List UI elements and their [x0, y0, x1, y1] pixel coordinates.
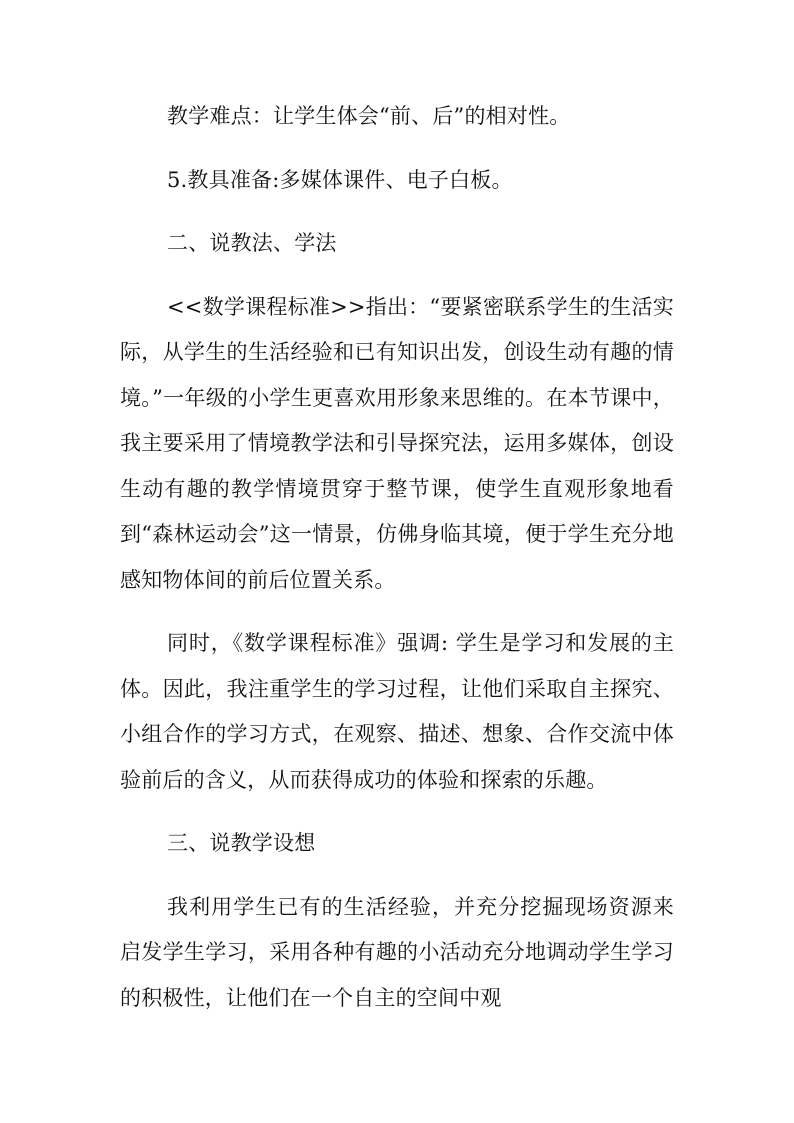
teaching-idea-heading: 三、说教学设想 — [167, 831, 316, 855]
curriculum-standard-paragraph: <<数学课程标准>>指出：“要紧密联系学生的生活实际，从学生的生活经验和已有知识出发，创设生动有趣的情境。”一年级的小学生更喜欢用形象来思维的。在本节课中，我主要采用了情境教学法和引导探究法，运用多媒体，创设生动有趣的教学情境贯穿于整节课，使学生直观形象地看到“森林运动会”这一情景，仿佛身临其境，便于学生充分地感知物体间的前后位置关系。 — [120, 294, 674, 592]
teaching-tools-line: 5.教具准备:多媒体课件、电子白板。 — [167, 167, 513, 192]
student-subject-paragraph: 同时，《数学课程标准》强调: 学生是学习和发展的主体。因此，我注重学生的学习过程，让他们采取自主探究、小组合作的学习方式，在观察、描述、想象、合作交流中体验前后的含义，从而获得成功的体验和探索的乐趣。 — [120, 631, 674, 792]
document-content — [120, 94, 674, 1021]
teaching-method-heading: 二、说教法、学法 — [167, 231, 337, 255]
teaching-idea-paragraph: 我利用学生已有的生活经验，并充分挖掘现场资源来启发学生学习，采用各种有趣的小活动充分地调动学生学习的积极性，让他们在一个自主的空间中观 — [120, 894, 674, 1010]
teaching-difficulty-line: 教学难点：让学生体会“前、后”的相对性。 — [167, 104, 571, 128]
